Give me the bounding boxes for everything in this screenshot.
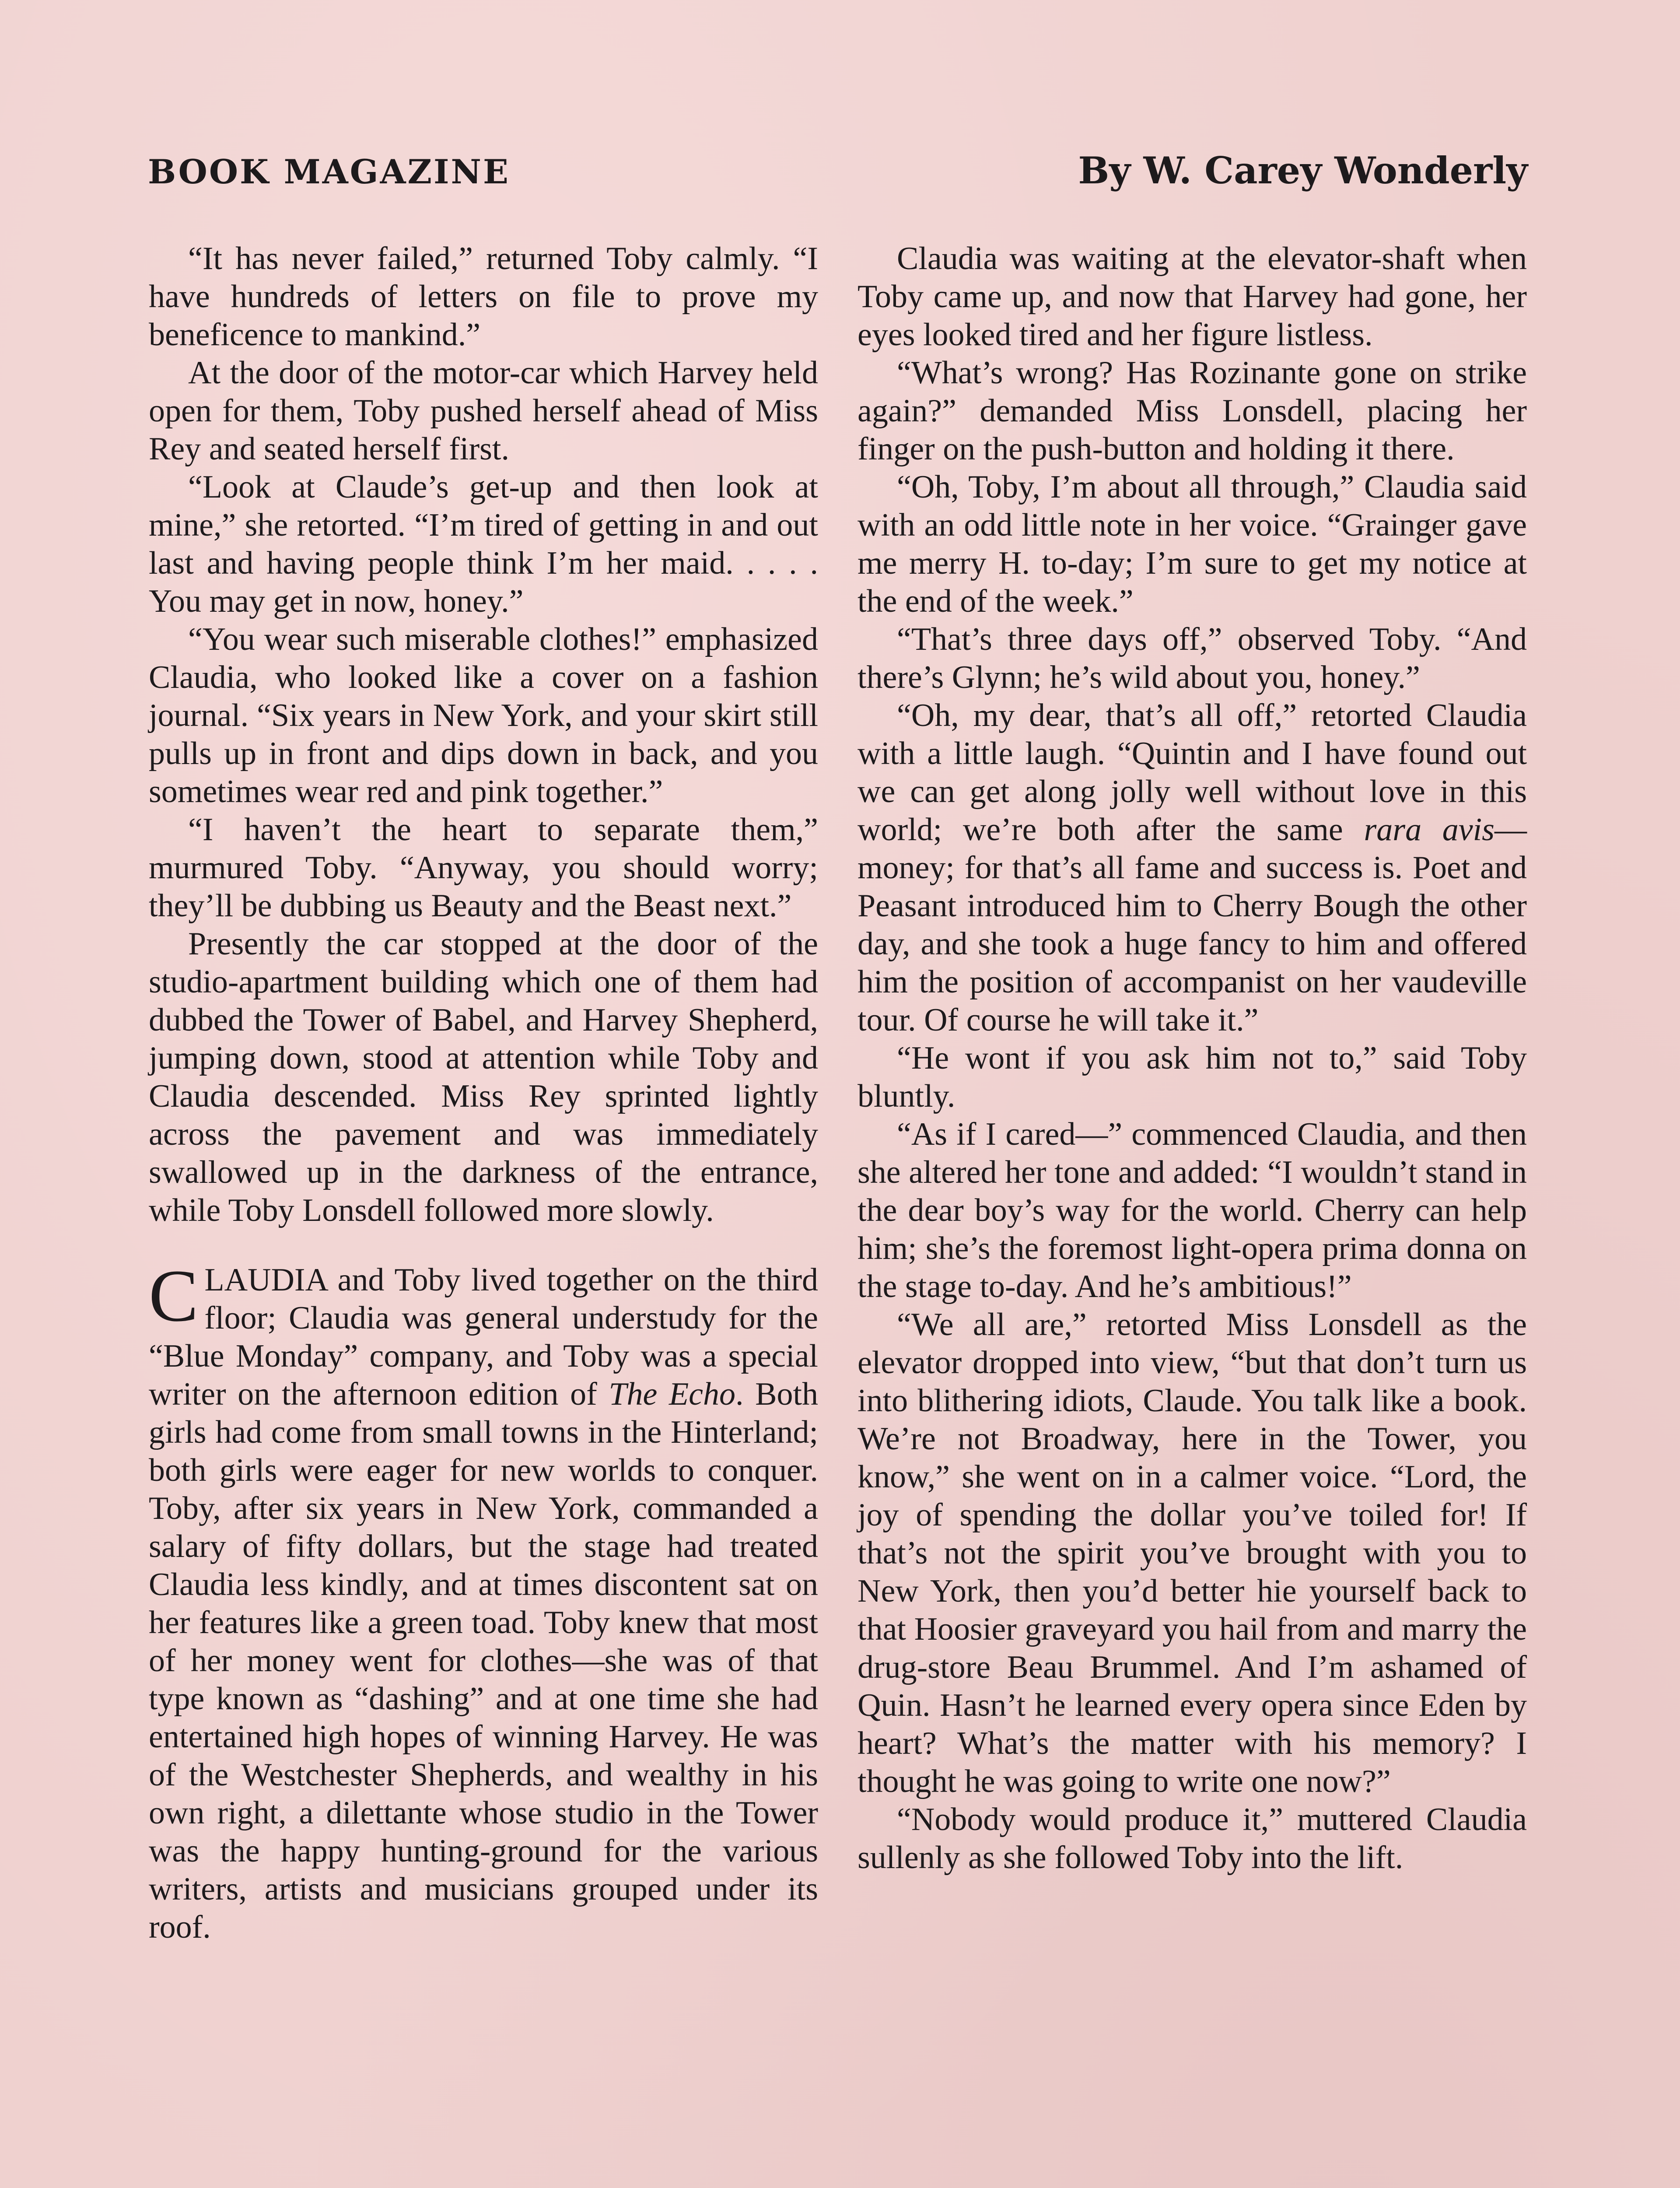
paragraph: “Look at Claude’s get-up and then look at mine,” she retorted. “I’m tired of getting in and out last and having people think I’m her maid. . . . . You may get in now, honey.” — [149, 469, 818, 619]
paragraph: “Oh, Toby, I’m about all through,” Claudia said with an odd little note in her voice. “Grainger gave me merry H. to-day; I’m sure to get my notice at the end of the week.” — [858, 469, 1527, 619]
paragraph: “He wont if you ask him not to,” said Toby bluntly. — [858, 1040, 1527, 1114]
magazine-title: BOOK MAGAZINE — [148, 152, 510, 191]
text-column-right — [858, 240, 1527, 1877]
drop-cap: C — [149, 1255, 199, 1337]
paragraph-text: . Both girls had come from small towns in the Hinterland; both girls were eager for new worlds to conquer. Toby, after six years in New York, commanded a salary of fifty dollars, but the stage had treated Claudia less kindly, and at times discontent sat on her features like a green toad. Toby knew that most of her money went for clothes—she was of that type known as “dashing” and at one time she had entertained high hopes of winning Harvey. He was of the Westchester Shepherds, and wealthy in his own right, a dilettante whose studio in the Tower was the happy hunting-ground for the various writers, artists and musicians grouped under its roof. — [149, 1376, 819, 1945]
paragraph: “We all are,” retorted Miss Lonsdell as the elevator dropped into view, “but that don’t turn us into blithering idiots, Claude. You talk like a book. We’re not Broadway, here in the Tower, you know,” she went on in a calmer voice. “Lord, the joy of spending the dollar you’ve toiled for! If that’s not the spirit you’ve brought with you to New York, then you’d better hie yourself back to that Hoosier graveyard you hail from and marry the drug-store Beau Brummel. And I’m ashamed of Quin. Hasn’t he learned every opera since Eden by heart? What’s the matter with his memory? I thought he was going to write one now?” — [858, 1307, 1527, 1799]
running-head — [148, 149, 1528, 197]
paragraph-text: “Oh, my dear, that’s all off,” retorted Claudia with a little laugh. “Quintin and I have found out we can get along jolly well without love in this world; we’re both after the same — [858, 698, 1527, 848]
paragraph-text: LAUDIA and Toby lived together on the third floor; Claudia was general understudy for the “Blue Monday” company, and Toby was a special writer on the afternoon edition of — [149, 1262, 818, 1412]
paragraph: “What’s wrong? Has Rozinante gone on strike again?” demanded Miss Lonsdell, placing her finger on the push-button and holding it there. — [858, 355, 1527, 467]
text-column-left — [149, 240, 818, 1946]
paragraph-text: —money; for that’s all fame and success is. Poet and Peasant introduced him to Cherry Bough the other day, and she took a huge fancy to him and offered him the position of accompanist on her vaudeville tour. Of course he will take it.” — [858, 812, 1527, 1038]
section-paragraph — [149, 1255, 819, 1946]
paragraph: “It has never failed,” returned Toby calmly. “I have hundreds of letters on file to prove my beneficence to mankind.” — [149, 241, 818, 353]
author-byline: By W. Carey Wonderly — [1078, 149, 1528, 192]
paragraph: “As if I cared—” commenced Claudia, and then she altered her tone and added: “I wouldn’t stand in the dear boy’s way for the world. Cherry can help him; she’s the foremost light-opera prima donna on the stage to-day. And he’s ambitious!” — [858, 1116, 1527, 1304]
paragraph: Presently the car stopped at the door of the studio-apartment building which one of them had dubbed the Tower of Babel, and Harvey Shepherd, jumping down, stood at attention while Toby and Claudia descended. Miss Rey sprinted lightly across the pavement and was immediately swallowed up in the darkness of the entrance, while Toby Lonsdell followed more slowly. — [149, 926, 818, 1228]
paragraph: “That’s three days off,” observed Toby. “And there’s Glynn; he’s wild about you, honey.” — [858, 621, 1527, 695]
paragraph: “You wear such miserable clothes!” emphasized Claudia, who looked like a cover on a fashion journal. “Six years in New York, and your skirt still pulls up in front and dips down in back, and you sometimes wear red and pink together.” — [149, 621, 818, 810]
newspaper-title: The Echo — [609, 1376, 735, 1412]
paragraph: At the door of the motor-car which Harvey held open for them, Toby pushed herself ahead of Miss Rey and seated herself first. — [149, 355, 818, 467]
paragraph: “Nobody would produce it,” muttered Claudia sullenly as she followed Toby into the lift. — [858, 1802, 1527, 1876]
paragraph: Claudia was waiting at the elevator-shaft when Toby came up, and now that Harvey had gone, her eyes looked tired and her figure listless. — [858, 241, 1527, 353]
italic-phrase: rara avis — [1364, 812, 1494, 848]
paragraph — [858, 697, 1527, 1039]
paragraph: “I haven’t the heart to separate them,” murmured Toby. “Anyway, you should worry; they’ll be dubbing us Beauty and the Beast next.” — [149, 812, 818, 924]
